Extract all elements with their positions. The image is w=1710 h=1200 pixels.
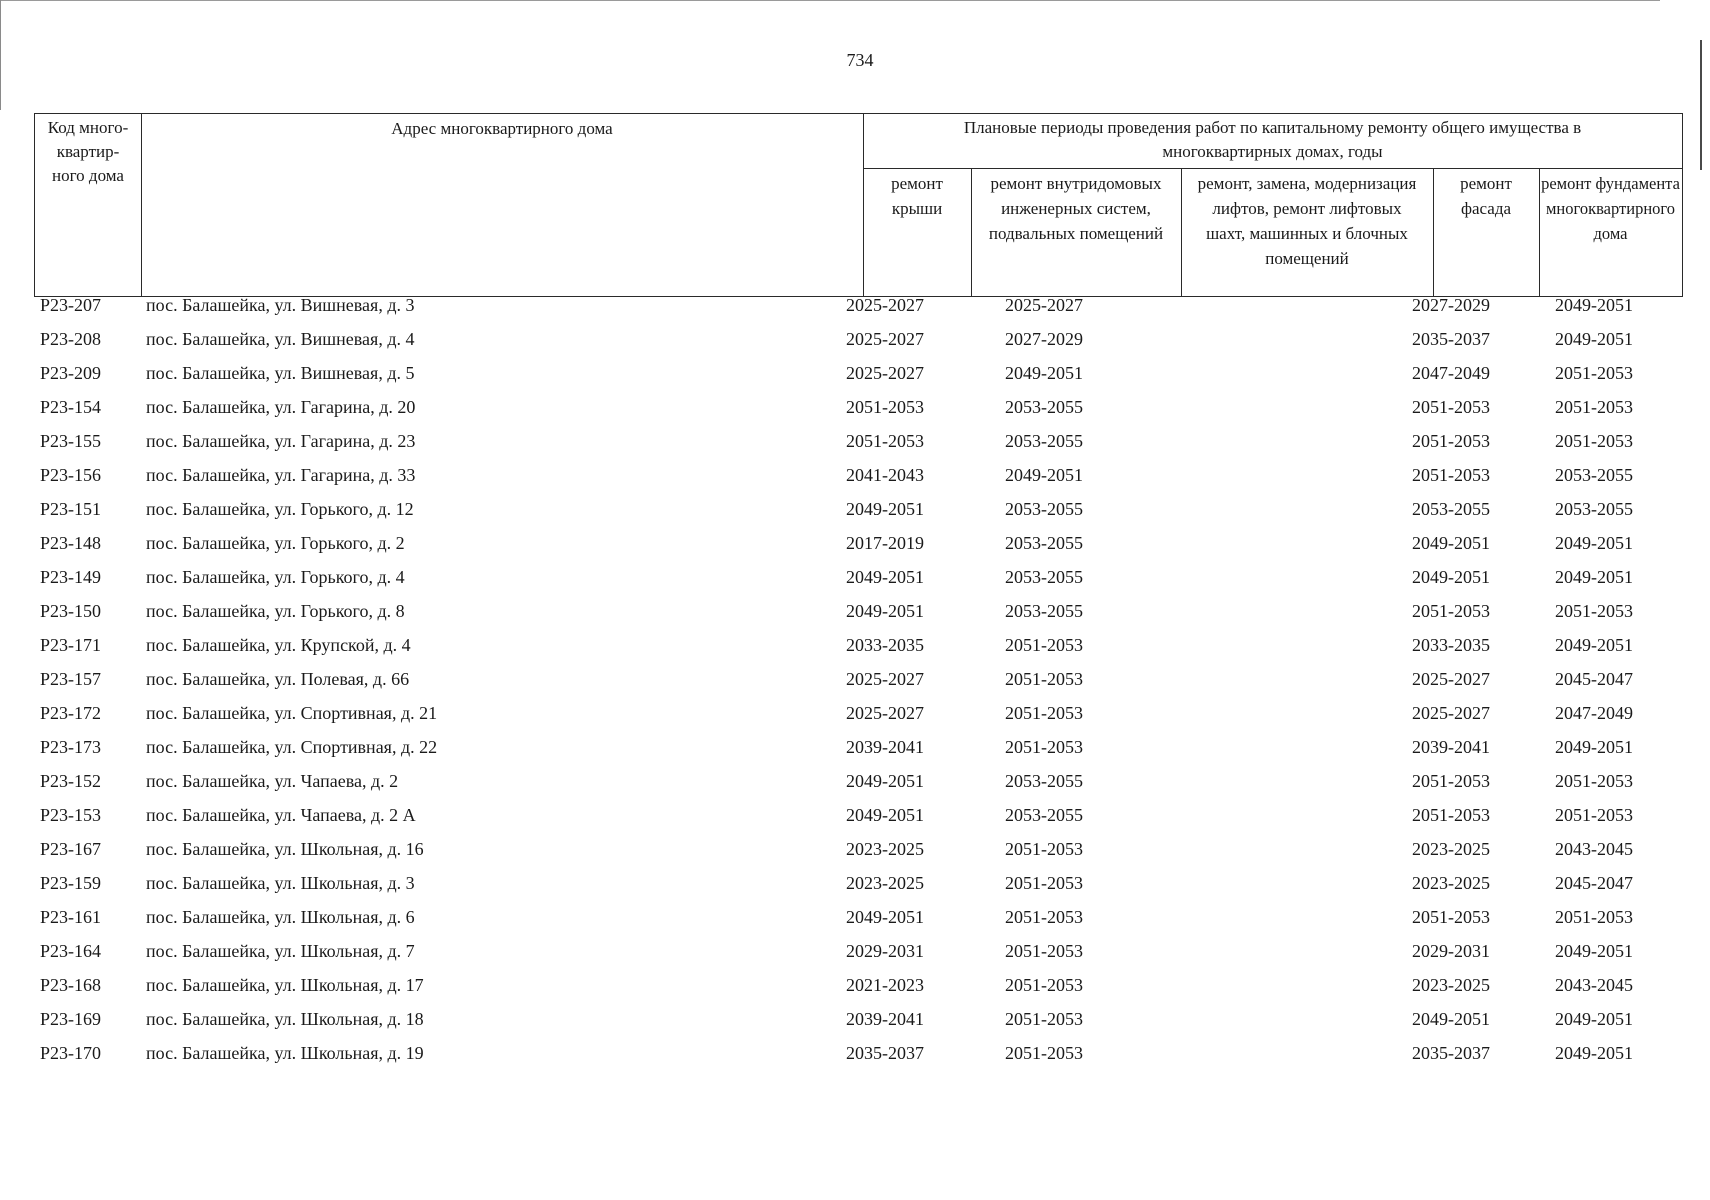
cell-code: Р23-161 [40, 907, 102, 927]
cell-foundation: 2049-2051 [1555, 635, 1633, 655]
cell-engineering: 2051-2053 [1005, 737, 1083, 757]
cell-roof: 2025-2027 [846, 329, 924, 349]
header-divider [1433, 168, 1434, 296]
cell-facade: 2051-2053 [1412, 465, 1490, 485]
cell-facade: 2051-2053 [1412, 431, 1490, 451]
cell-foundation: 2043-2045 [1555, 975, 1633, 995]
cell-code: Р23-154 [40, 397, 102, 417]
header-divider [971, 168, 972, 296]
cell-address: пос. Балашейка, ул. Гагарина, д. 23 [146, 431, 416, 451]
cell-address: пос. Балашейка, ул. Гагарина, д. 33 [146, 465, 416, 485]
cell-roof: 2025-2027 [846, 295, 924, 315]
cell-roof: 2049-2051 [846, 601, 924, 621]
cell-code: Р23-209 [40, 363, 102, 383]
cell-facade: 2023-2025 [1412, 873, 1490, 893]
header-roof: ремонт крыши [891, 174, 943, 218]
cell-foundation: 2043-2045 [1555, 839, 1633, 859]
header-engineering: ремонт внутридомовых инженерных систем, подвальных помещений [988, 174, 1164, 243]
cell-address: пос. Балашейка, ул. Спортивная, д. 22 [146, 737, 438, 757]
cell-address: пос. Балашейка, ул. Школьная, д. 3 [146, 873, 415, 893]
cell-facade: 2049-2051 [1412, 567, 1490, 587]
cell-code: Р23-173 [40, 737, 102, 757]
cell-facade: 2039-2041 [1412, 737, 1490, 757]
cell-roof: 2041-2043 [846, 465, 924, 485]
cell-code: Р23-170 [40, 1043, 102, 1063]
cell-foundation: 2049-2051 [1555, 295, 1633, 315]
cell-engineering: 2051-2053 [1005, 975, 1083, 995]
cell-code: Р23-156 [40, 465, 102, 485]
cell-foundation: 2049-2051 [1555, 329, 1633, 349]
cell-facade: 2023-2025 [1412, 975, 1490, 995]
header-address: Адрес многоквартирного дома [391, 119, 613, 138]
cell-facade: 2027-2029 [1412, 295, 1490, 315]
cell-code: Р23-155 [40, 431, 102, 451]
scan-edge-left [0, 0, 1, 110]
cell-engineering: 2053-2055 [1005, 805, 1083, 825]
cell-address: пос. Балашейка, ул. Вишневая, д. 5 [146, 363, 415, 383]
cell-roof: 2049-2051 [846, 771, 924, 791]
cell-engineering: 2053-2055 [1005, 771, 1083, 791]
cell-roof: 2033-2035 [846, 635, 924, 655]
cell-roof: 2023-2025 [846, 873, 924, 893]
header-lifts: ремонт, замена, модернизация лифтов, ремонт лифтовых шахт, машинных и блочных помещений [1197, 174, 1417, 268]
cell-address: пос. Балашейка, ул. Школьная, д. 6 [146, 907, 415, 927]
cell-address: пос. Балашейка, ул. Крупской, д. 4 [146, 635, 411, 655]
cell-foundation: 2051-2053 [1555, 431, 1633, 451]
cell-engineering: 2053-2055 [1005, 601, 1083, 621]
cell-foundation: 2045-2047 [1555, 669, 1633, 689]
cell-code: Р23-157 [40, 669, 102, 689]
cell-code: Р23-153 [40, 805, 102, 825]
cell-roof: 2039-2041 [846, 1009, 924, 1029]
cell-foundation: 2045-2047 [1555, 873, 1633, 893]
cell-facade: 2049-2051 [1412, 533, 1490, 553]
cell-foundation: 2051-2053 [1555, 907, 1633, 927]
cell-foundation: 2051-2053 [1555, 805, 1633, 825]
cell-facade: 2029-2031 [1412, 941, 1490, 961]
cell-code: Р23-168 [40, 975, 102, 995]
cell-address: пос. Балашейка, ул. Гагарина, д. 20 [146, 397, 416, 417]
cell-code: Р23-169 [40, 1009, 102, 1029]
cell-engineering: 2049-2051 [1005, 465, 1083, 485]
cell-roof: 2049-2051 [846, 907, 924, 927]
header-divider [863, 168, 1682, 169]
cell-roof: 2025-2027 [846, 669, 924, 689]
cell-engineering: 2051-2053 [1005, 907, 1083, 927]
cell-engineering: 2025-2027 [1005, 295, 1083, 315]
cell-address: пос. Балашейка, ул. Школьная, д. 18 [146, 1009, 424, 1029]
cell-engineering: 2053-2055 [1005, 431, 1083, 451]
cell-code: Р23-152 [40, 771, 102, 791]
table-header [34, 113, 1683, 297]
cell-address: пос. Балашейка, ул. Горького, д. 8 [146, 601, 405, 621]
cell-roof: 2021-2023 [846, 975, 924, 995]
cell-engineering: 2053-2055 [1005, 499, 1083, 519]
cell-foundation: 2049-2051 [1555, 1009, 1633, 1029]
cell-foundation: 2049-2051 [1555, 567, 1633, 587]
cell-address: пос. Балашейка, ул. Горького, д. 4 [146, 567, 405, 587]
cell-foundation: 2049-2051 [1555, 533, 1633, 553]
cell-roof: 2023-2025 [846, 839, 924, 859]
cell-address: пос. Балашейка, ул. Чапаева, д. 2 [146, 771, 399, 791]
cell-code: Р23-167 [40, 839, 102, 859]
cell-address: пос. Балашейка, ул. Горького, д. 2 [146, 533, 405, 553]
header-divider [1181, 168, 1182, 296]
cell-code: Р23-151 [40, 499, 102, 519]
cell-foundation: 2049-2051 [1555, 1043, 1633, 1063]
cell-roof: 2025-2027 [846, 703, 924, 723]
cell-engineering: 2053-2055 [1005, 567, 1083, 587]
cell-foundation: 2053-2055 [1555, 465, 1633, 485]
page-number: 734 [846, 50, 874, 70]
cell-code: Р23-148 [40, 533, 102, 553]
cell-engineering: 2027-2029 [1005, 329, 1083, 349]
cell-address: пос. Балашейка, ул. Спортивная, д. 21 [146, 703, 438, 723]
cell-foundation: 2051-2053 [1555, 397, 1633, 417]
cell-address: пос. Балашейка, ул. Полевая, д. 66 [146, 669, 410, 689]
cell-roof: 2017-2019 [846, 533, 924, 553]
cell-facade: 2035-2037 [1412, 329, 1490, 349]
cell-roof: 2049-2051 [846, 499, 924, 519]
cell-code: Р23-159 [40, 873, 102, 893]
header-divider [141, 114, 142, 296]
cell-foundation: 2049-2051 [1555, 737, 1633, 757]
cell-address: пос. Балашейка, ул. Горького, д. 12 [146, 499, 414, 519]
cell-facade: 2023-2025 [1412, 839, 1490, 859]
cell-facade: 2047-2049 [1412, 363, 1490, 383]
scan-edge-right [1700, 40, 1702, 170]
cell-code: Р23-164 [40, 941, 102, 961]
header-code: Код много-квартир-ного дома [47, 118, 129, 185]
cell-foundation: 2051-2053 [1555, 771, 1633, 791]
header-periods: Плановые периоды проведения работ по капитальному ремонту общего имущества в многоквартирных домах, годы [963, 118, 1582, 161]
cell-engineering: 2051-2053 [1005, 1043, 1083, 1063]
cell-address: пос. Балашейка, ул. Вишневая, д. 4 [146, 329, 415, 349]
cell-engineering: 2051-2053 [1005, 1009, 1083, 1029]
header-foundation: ремонт фундамента многоквартирного дома [1541, 174, 1680, 243]
cell-roof: 2051-2053 [846, 431, 924, 451]
cell-address: пос. Балашейка, ул. Школьная, д. 17 [146, 975, 424, 995]
cell-address: пос. Балашейка, ул. Чапаева, д. 2 А [146, 805, 416, 825]
cell-engineering: 2051-2053 [1005, 635, 1083, 655]
cell-facade: 2051-2053 [1412, 397, 1490, 417]
cell-code: Р23-172 [40, 703, 102, 723]
cell-facade: 2025-2027 [1412, 669, 1490, 689]
cell-engineering: 2053-2055 [1005, 397, 1083, 417]
cell-facade: 2051-2053 [1412, 805, 1490, 825]
cell-code: Р23-149 [40, 567, 102, 587]
cell-facade: 2051-2053 [1412, 601, 1490, 621]
cell-roof: 2029-2031 [846, 941, 924, 961]
cell-engineering: 2051-2053 [1005, 669, 1083, 689]
cell-address: пос. Балашейка, ул. Школьная, д. 19 [146, 1043, 424, 1063]
cell-foundation: 2049-2051 [1555, 941, 1633, 961]
cell-roof: 2039-2041 [846, 737, 924, 757]
cell-foundation: 2053-2055 [1555, 499, 1633, 519]
cell-engineering: 2049-2051 [1005, 363, 1083, 383]
cell-engineering: 2051-2053 [1005, 839, 1083, 859]
table-row [0, 1044, 1710, 1078]
cell-roof: 2049-2051 [846, 567, 924, 587]
cell-facade: 2035-2037 [1412, 1043, 1490, 1063]
cell-roof: 2025-2027 [846, 363, 924, 383]
cell-roof: 2051-2053 [846, 397, 924, 417]
cell-address: пос. Балашейка, ул. Школьная, д. 7 [146, 941, 415, 961]
cell-engineering: 2051-2053 [1005, 703, 1083, 723]
cell-code: Р23-150 [40, 601, 102, 621]
cell-facade: 2053-2055 [1412, 499, 1490, 519]
cell-address: пос. Балашейка, ул. Школьная, д. 16 [146, 839, 424, 859]
cell-code: Р23-207 [40, 295, 102, 315]
cell-roof: 2049-2051 [846, 805, 924, 825]
cell-foundation: 2051-2053 [1555, 601, 1633, 621]
cell-address: пос. Балашейка, ул. Вишневая, д. 3 [146, 295, 415, 315]
cell-foundation: 2051-2053 [1555, 363, 1633, 383]
cell-engineering: 2051-2053 [1005, 941, 1083, 961]
cell-facade: 2049-2051 [1412, 1009, 1490, 1029]
cell-facade: 2051-2053 [1412, 771, 1490, 791]
cell-roof: 2035-2037 [846, 1043, 924, 1063]
scan-edge-top [0, 0, 1660, 1]
cell-facade: 2025-2027 [1412, 703, 1490, 723]
cell-engineering: 2051-2053 [1005, 873, 1083, 893]
cell-engineering: 2053-2055 [1005, 533, 1083, 553]
header-divider [1539, 168, 1540, 296]
header-facade: ремонт фасада [1460, 174, 1512, 218]
header-divider [863, 114, 864, 296]
cell-code: Р23-171 [40, 635, 102, 655]
cell-facade: 2033-2035 [1412, 635, 1490, 655]
cell-foundation: 2047-2049 [1555, 703, 1633, 723]
cell-code: Р23-208 [40, 329, 102, 349]
cell-facade: 2051-2053 [1412, 907, 1490, 927]
